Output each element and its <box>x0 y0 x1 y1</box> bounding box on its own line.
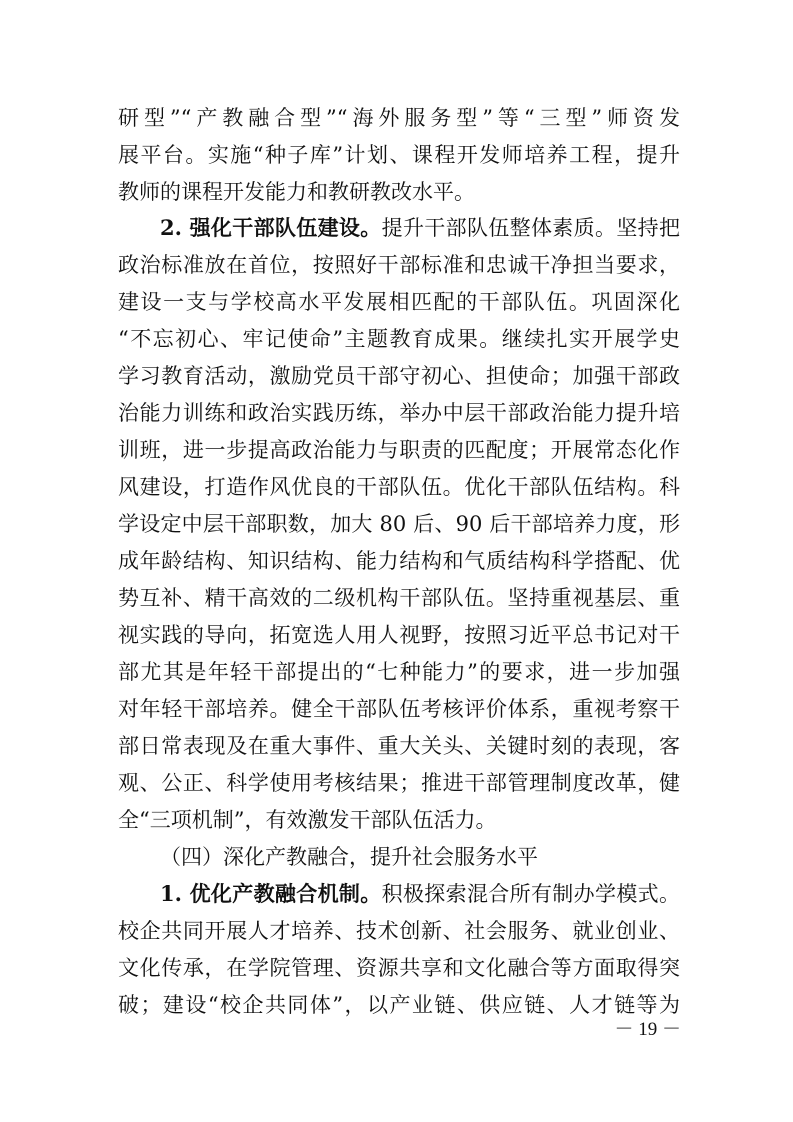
body-line: “不忘初心、牢记使命”主题教育成果。继续扎实开展学史 <box>118 327 680 351</box>
body-line: 对年轻干部培养。健全干部队伍考核评价体系，重视考察干 <box>118 697 680 721</box>
body-line: 研型”“产教融合型”“海外服务型”等“三型”师资发 <box>118 106 680 130</box>
body-line: 学设定中层干部职数，加大 80 后、90 后干部培养力度，形 <box>118 512 680 536</box>
body-line: 破；建设“校企共同体”，以产业链、供应链、人才链等为 <box>118 993 680 1017</box>
body-line: 教师的课程开发能力和教研教改水平。 <box>118 180 475 204</box>
body-line: 治能力训练和政治实践历练，举办中层干部政治能力提升培 <box>118 401 680 425</box>
section-1-heading: 1. 优化产教融合机制。 <box>160 881 382 906</box>
body-line: 训班，进一步提高政治能力与职责的匹配度；开展常态化作 <box>118 438 680 462</box>
body-line: 文化传承，在学院管理、资源共享和文化融合等方面取得突 <box>118 956 680 980</box>
section-2-first-line <box>160 214 680 242</box>
body-line: 观、公正、科学使用考核结果；推进干部管理制度改革，健 <box>118 771 680 795</box>
body-line: 部日常表现及在重大事件、重大关头、关键时刻的表现，客 <box>118 734 680 758</box>
body-line: 成年龄结构、知识结构、能力结构和气质结构科学搭配、优 <box>118 549 680 573</box>
page-number: － 19 － <box>614 1019 681 1040</box>
body-line: 部尤其是年轻干部提出的“七种能力”的要求，进一步加强 <box>118 660 680 684</box>
body-line: 风建设，打造作风优良的干部队伍。优化干部队伍结构。科 <box>118 475 680 499</box>
section-1-first-line <box>160 880 680 908</box>
body-line: 学习教育活动，激励党员干部守初心、担使命；加强干部政 <box>118 364 680 388</box>
subsection-heading: （四）深化产教融合，提升社会服务水平 <box>160 845 538 869</box>
section-2-heading: 2. 强化干部队伍建设。 <box>160 215 382 240</box>
body-line: 视实践的导向，拓宽选人用人视野，按照习近平总书记对干 <box>118 623 680 647</box>
body-line: 校企共同开展人才培养、技术创新、社会服务、就业创业、 <box>118 919 680 943</box>
body-line: 势互补、精干高效的二级机构干部队伍。坚持重视基层、重 <box>118 586 680 610</box>
section-1-lead: 积极探索混合所有制办学模式。 <box>381 882 680 906</box>
body-line: 全“三项机制”，有效激发干部队伍活力。 <box>118 808 497 832</box>
body-line: 政治标准放在首位，按照好干部标准和忠诚干净担当要求， <box>118 253 680 277</box>
body-line: 展平台。实施“种子库”计划、课程开发师培养工程，提升 <box>118 143 680 167</box>
section-2-lead: 提升干部队伍整体素质。坚持把 <box>381 216 680 240</box>
body-line: 建设一支与学校高水平发展相匹配的干部队伍。巩固深化 <box>118 290 680 314</box>
